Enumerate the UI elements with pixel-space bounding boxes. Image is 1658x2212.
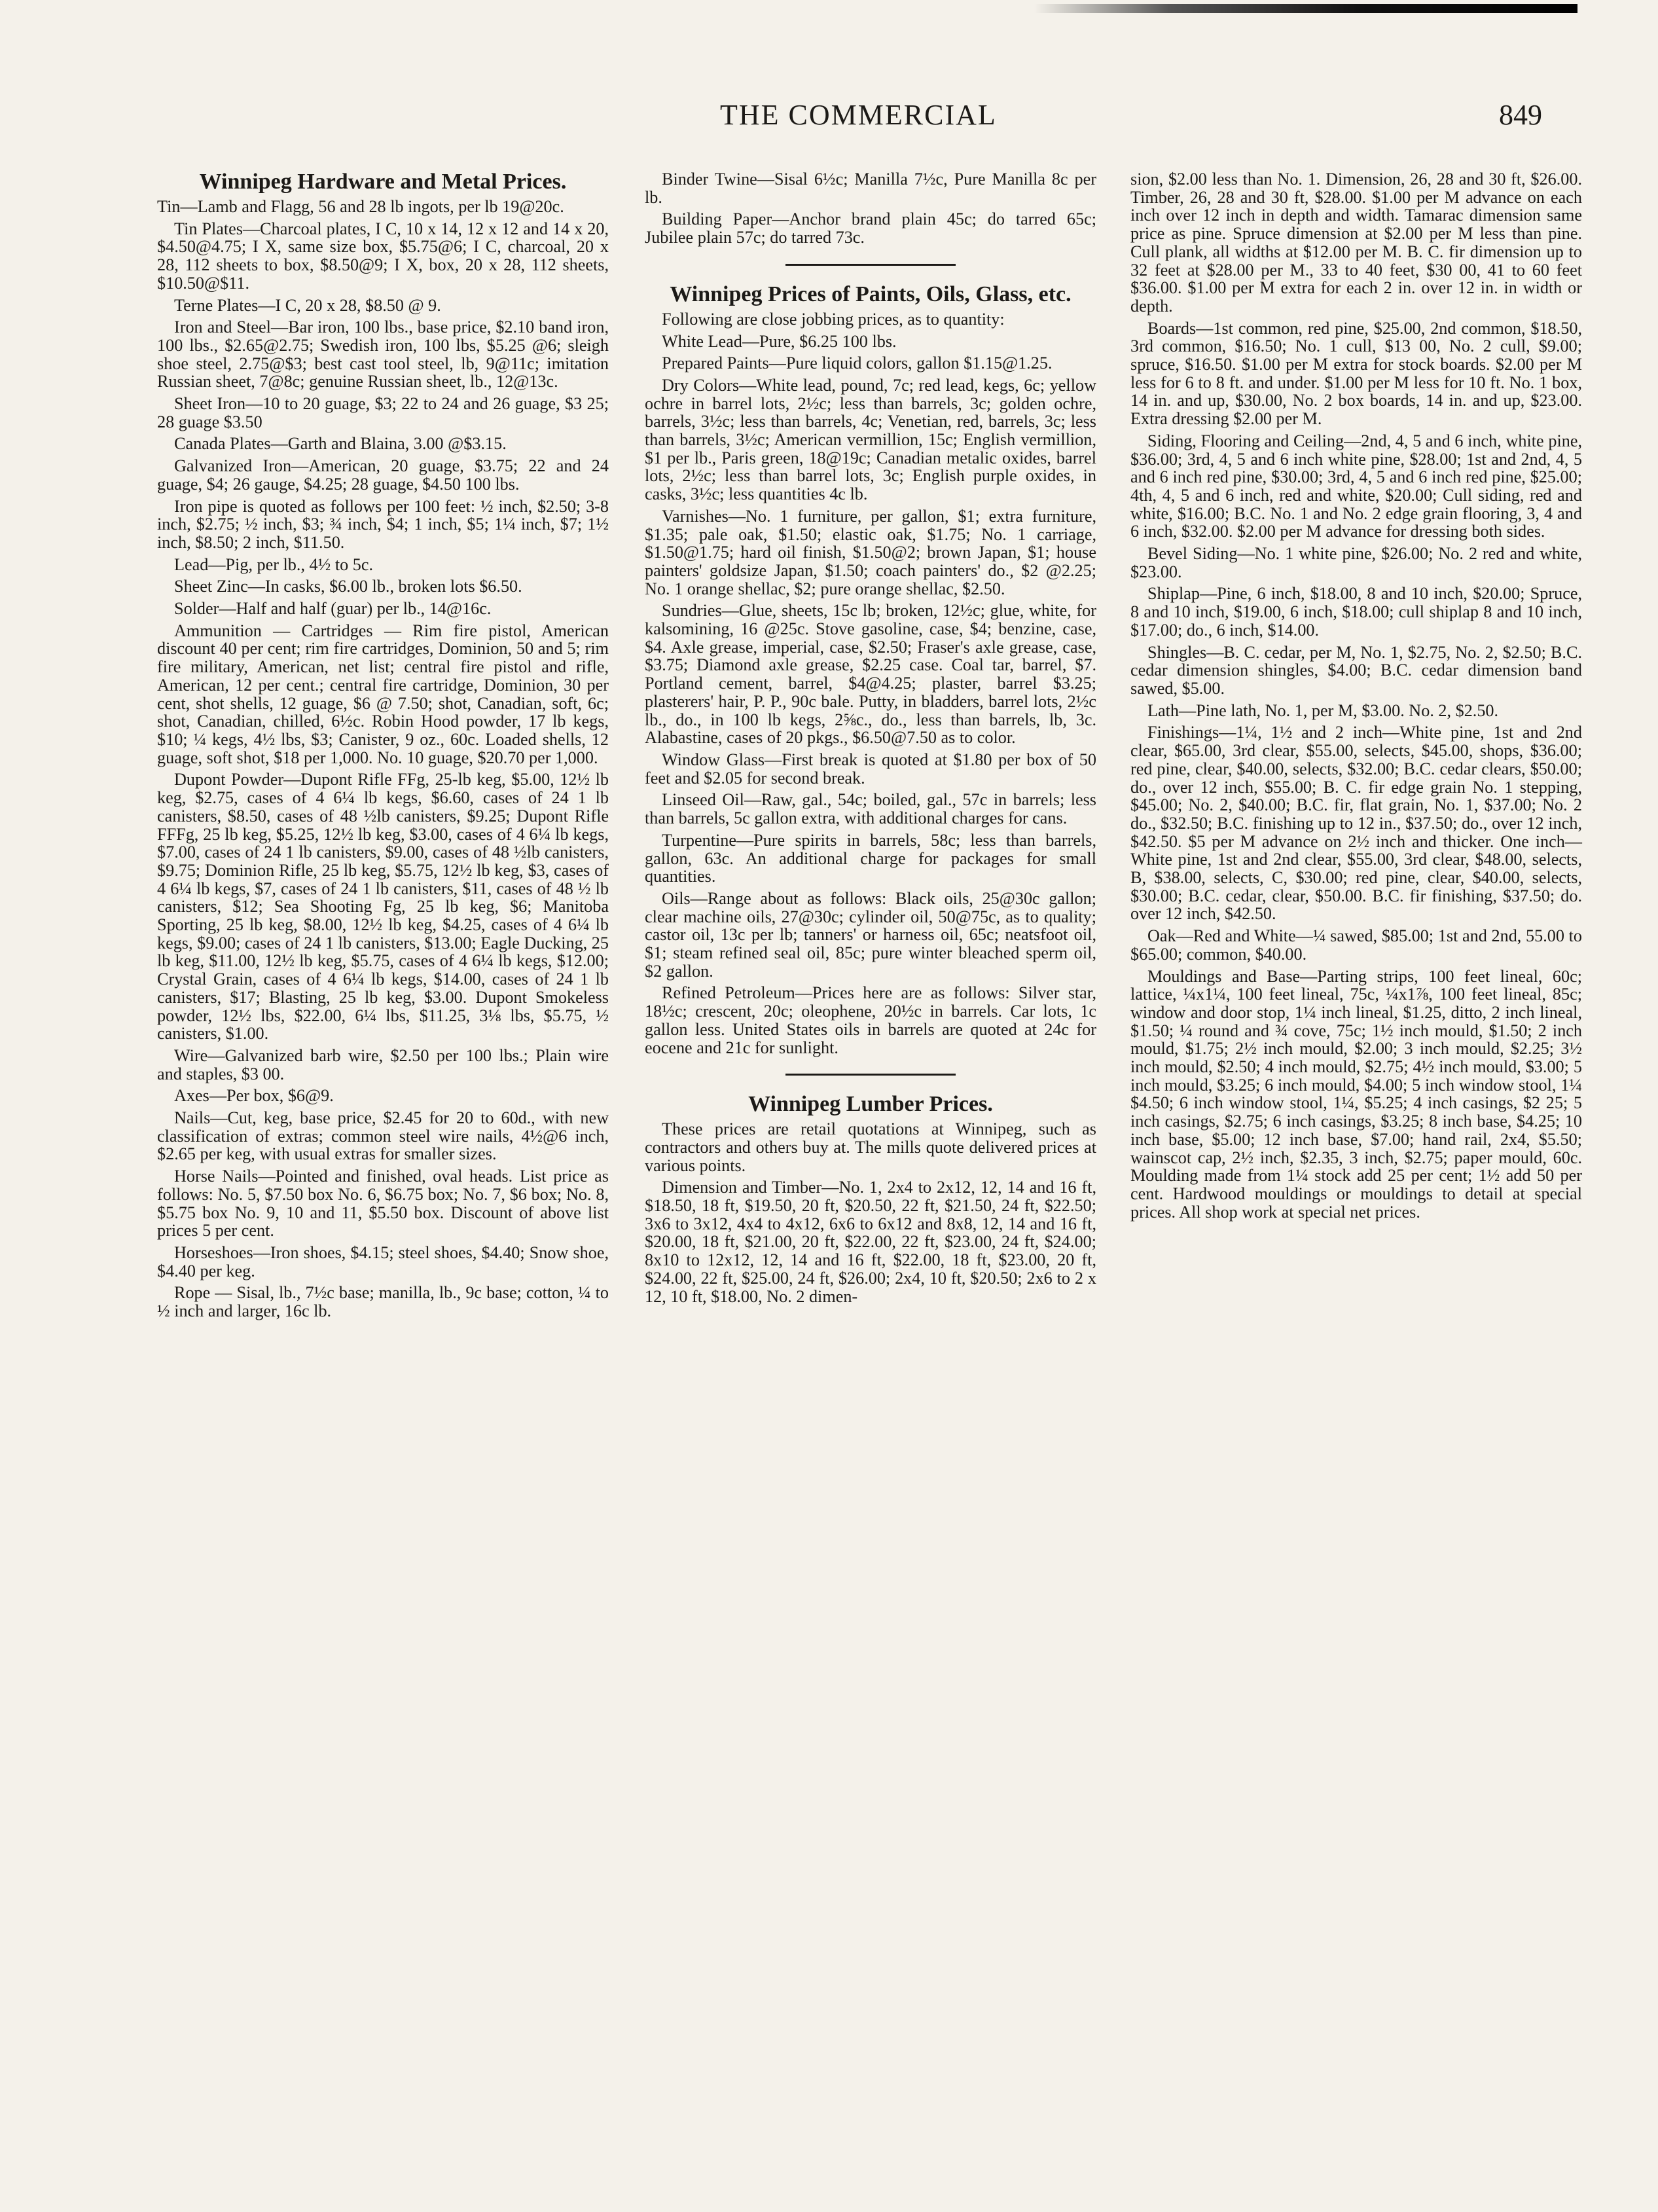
price-paragraph: Turpentine—Pure spirits in barrels, 58c; less than barrels, gallon, 63c. An additional charge for packages for small quantities. [645,830,1096,886]
publication-title: THE COMMERCIAL [720,99,997,131]
price-paragraph: Dupont Powder—Dupont Rifle FFg, 25-lb keg, $5.00, 12½ lb keg, $2.75, cases of 4 6¼ lb kegs, $6.60, cases of 24 1 lb canisters, $8.50, cases of 48 ½lb canisters, $9.25; Dupont Rifle FFFg, 25 lb keg, $5.25, 12½ lb keg, $3.00, cases of 4 6¼ lb kegs, $7.00, cases of 24 1 lb canisters, $9.00, cases of 48 ½lb canisters, $9.75; Dominion Rifle, 25 lb keg, $5.75, 12½ lb keg, $3, cases of 4 6¼ lb kegs, $7, cases of 24 1 lb canisters, $11, cases of 48 ½ lb canisters, $12; Sea Shooting Fg, 25 lb keg, $6; Manitoba Sporting, 25 lb keg, $8.00, 12½ lb keg, $4.25, cases of 4 6¼ lb kegs, $9.00; cases of 24 1 lb canisters, $13.00; Eagle Ducking, 25 lb keg, $11.00, 12½ lb keg, $5.75, cases of 4 6¼ lb kegs, $12.00; Crystal Grain, cases of 4 6¼ lb kegs, $14.00, cases of 24 1 lb canisters, $17; Blasting, 25 lb keg, $3.00. Dupont Smokeless powder, 12½ lbs, $22.00, 6¼ lbs, $11.25, 3⅛ lbs, $5.75, ½ canisters, $1.00. [157,770,609,1043]
price-paragraph: These prices are retail quotations at Winnipeg, such as contractors and others buy at. The mills quote delivered prices at various points. [645,1119,1096,1175]
price-paragraph: Rope — Sisal, lb., 7½c base; manilla, lb., 9c base; cotton, ¼ to ½ inch and larger, 16c lb. [157,1283,609,1321]
section-heading-hardware: Winnipeg Hardware and Metal Prices. [199,170,567,194]
price-paragraph: Solder—Half and half (guar) per lb., 14@16c. [174,599,492,619]
price-paragraph: Varnishes—No. 1 furniture, per gallon, $1; extra furniture, $1.35; pale oak, $1.50; elastic oak, $1.75; No. 1 carriage, $1.50@1.75; hard oil finish, $1.50@2; brown Japan, $1; house painters' goldsize Japan, $1.50; coach painters' do., $2 @2.25; No. 1 orange shellac, $2; pure orange shellac, $2.50. [645,506,1096,598]
price-paragraph: Sundries—Glue, sheets, 15c lb; broken, 12½c; glue, white, for kalsomining, 16 @25c. Stove gasoline, case, $4; benzine, case, $4. Axle grease, imperial, case, $2.50; Fraser's axle grease, case, $3.75; Diamond axle grease, $2.25 case. Coal tar, barrel, $7. Portland cement, barrel, $4@4.25; plaster, barrel $3.25; plasterers' hair, P. P., 90c bale. Putty, in bladders, barrel lots, 2½c lb., do., in 100 lb kegs, 2⅝c., do., less than barrels, lb, 3c. Alabastine, cases of 20 pkgs., $6.50@7.50 as to color. [645,601,1096,748]
top-rule [1034,4,1577,13]
price-paragraph: Bevel Siding—No. 1 white pine, $26.00; No. 2 red and white, $23.00. [1130,544,1582,581]
price-paragraph: Horseshoes—Iron shoes, $4.15; steel shoes, $4.40; Snow shoe, $4.40 per keg. [157,1242,609,1280]
price-paragraph: Canada Plates—Garth and Blaina, 3.00 @$3.15. [174,434,507,454]
price-paragraph: Finishings—1¼, 1½ and 2 inch—White pine, 1st and 2nd clear, $65.00, 3rd clear, $55.00, selects, $45.00, shops, $36.00; red pine, clear, $40.00, selects, $32.00; B.C. cedar clears, $50.00; do., over 12 inch, $55.00; B. C. fir edge grain No. 1 stepping, $45.00; No. 2, $40.00; B.C. fir, flat grain, No. 1, $37.00; No. 2 do., $32.50; B.C. finishing up to 12 in., $37.50; do., over 12 inch, $42.50. $5 per M advance on 2½ inch and thicker. One inch—White pine, 1st and 2nd clear, $55.00, 3rd clear, $48.00, selects, B, $38.00, selects, C, $30.00; red pine, clear, $40.00, selects, $30.00; B.C. cedar, clear, $50.00. B.C. fir finishing, $37.50; do. over 12 inch, $42.50. [1130,723,1582,924]
price-paragraph: Terne Plates—I C, 20 x 28, $8.50 @ 9. [174,295,441,315]
price-paragraph: Axes—Per box, $6@9. [174,1086,334,1106]
section-heading-paints: Winnipeg Prices of Paints, Oils, Glass, etc. [670,281,1072,306]
price-paragraph: Wire—Galvanized barb wire, $2.50 per 100 lbs.; Plain wire and staples, $3 00. [157,1045,609,1083]
section-separator [785,264,956,266]
price-paragraph: Dry Colors—White lead, pound, 7c; red lead, kegs, 6c; yellow ochre in barrel lots, 2½c; less than barrels, 3c; golden ochre, barrels, 3½c; less than barrels, 4c; Venetian, red, barrels, 3c; less than barrels, 3½c; American vermillion, 15c; English vermillion, $1 per lb., Paris green, 18@19c; Canadian metalic oxides, barrel lots, 2½c; less than barrel lots, 3c; English purple oxides, in casks, 3½c; less quantities 4c lb. [645,375,1096,504]
price-paragraph: Dimension and Timber—No. 1, 2x4 to 2x12, 12, 14 and 16 ft, $18.50, 18 ft, $19.50, 20 ft, $20.50, 22 ft, $21.50, 24 ft, $22.50; 3x6 to 3x12, 4x4 to 4x12, 6x6 to 6x12 and 8x8, 12, 14 and 16 ft, $20.00, 18 ft, $21.00, 20 ft, $22.00, 22 ft, $23.00, 24 ft, $24.00; 8x10 to 12x12, 12, 14 and 16 ft, $22.00, 18 ft, $23.00, 20 ft, $24.00, 22 ft, $25.00, 24 ft, $26.00; 2x4, 10 ft, $20.50; 2x6 to 2 x 12, 10 ft, $18.00, No. 2 dimen- [645,1178,1096,1306]
price-paragraph: Nails—Cut, keg, base price, $2.45 for 20 to 60d., with new classification of extras; common steel wire nails, 4½@6 inch, $2.65 per keg, with usual extras for smaller sizes. [157,1108,609,1164]
price-paragraph: Window Glass—First break is quoted at $1.80 per box of 50 feet and $2.05 for second break. [645,750,1096,788]
price-paragraph: Refined Petroleum—Prices here are as follows: Silver star, 18½c; crescent, 20c; oleophene, 20½c in barrels. Car lots, 1c gallon less. United States oils in barrels are quoted at 24c for eocene and 21c for sunlight. [645,983,1096,1057]
price-paragraph: Oak—Red and White—¼ sawed, $85.00; 1st and 2nd, 55.00 to $65.00; common, $40.00. [1130,926,1582,964]
price-paragraph: Linseed Oil—Raw, gal., 54c; boiled, gal., 57c in barrels; less than barrels, 5c gallon extra, with additional charges for cans. [645,790,1096,828]
price-paragraph: sion, $2.00 less than No. 1. Dimension, 26, 28 and 30 ft, $26.00. Timber, 26, 28 and 30 ft, $28.00. $1.00 per M advance on each inch over 12 inch in depth and width. Tamarac dimension same price as pine. Spruce dimension at $2.00 per M less than pine. Cull plank, all widths at $12.00 per M. B. C. fir dimension up to 32 feet at $28.00 per M., 33 to 40 feet, $30 00, 41 to 60 feet $36.00. $1.00 per M extra for each 2 in. over 12 in. in width or depth. [1130,170,1582,316]
price-paragraph: Iron pipe is quoted as follows per 100 feet: ½ inch, $2.50; 3-8 inch, $2.75; ½ inch, $3; ¾ inch, $4; 1 inch, $5; 1¼ inch, $7; 1½ inch, $8.50; 2 inch, $11.50. [157,496,609,552]
price-paragraph: Boards—1st common, red pine, $25.00, 2nd common, $18.50, 3rd common, $16.50; No. 1 cull, $13 00, No. 2 cull, $9.00; spruce, $16.50. $1.00 per M extra for stock boards. $2.00 per M less for 6 to 8 ft. and under. $1.00 per M less for 10 ft. No. 1 box, 14 in. and up, $30.00, No. 2 box boards, 14 in. and up, $23.00. Extra dressing $2.00 per M. [1130,318,1582,429]
price-paragraph: Tin—Lamb and Flagg, 56 and 28 lb ingots, per lb 19@20c. [157,197,564,216]
price-paragraph: Building Paper—Anchor brand plain 45c; do tarred 65c; Jubilee plain 57c; do tarred 73c. [645,209,1096,247]
page-header [0,98,1658,137]
price-paragraph: Shingles—B. C. cedar, per M, No. 1, $2.75, No. 2, $2.50; B.C. cedar dimension shingles, $4.00; B.C. cedar dimension band sawed, $5.00. [1130,642,1582,698]
price-paragraph: Lead—Pig, per lb., 4½ to 5c. [174,554,374,574]
price-paragraph: Following are close jobbing prices, as to quantity: [662,309,1005,329]
price-paragraph: Prepared Paints—Pure liquid colors, gallon $1.15@1.25. [662,354,1053,373]
price-paragraph: Oils—Range about as follows: Black oils, 25@30c gallon; clear machine oils, 27@30c; cylinder oil, 50@75c, as to quality; castor oil, 13c per lb; tanners' or harness oil, 65c; neatsfoot oil, $1; steam refined seal oil, 85c; pure winter bleached sperm oil, $2 gallon. [645,888,1096,981]
price-paragraph: Binder Twine—Sisal 6½c; Manilla 7½c, Pure Manilla 8c per lb. [645,170,1096,207]
page-number: 849 [1499,99,1542,131]
price-paragraph: Sheet Iron—10 to 20 guage, $3; 22 to 24 and 26 guage, $3 25; 28 guage $3.50 [157,394,609,431]
price-paragraph: White Lead—Pure, $6.25 100 lbs. [662,331,897,351]
price-paragraph: Sheet Zinc—In casks, $6.00 lb., broken lots $6.50. [174,577,522,596]
price-paragraph: Siding, Flooring and Ceiling—2nd, 4, 5 and 6 inch, white pine, $36.00; 3rd, 4, 5 and 6 inch white pine, $28.00; 1st and 2nd, 4, 5 and 6 inch red pine, $30.00; 3rd, 4, 5 and 6 inch red pine, $25.00; 4th, 4, 5 and 6 inch, red and white, $20.00; Cull siding, red and white, $16.00; B.C. No. 1 and No. 2 edge grain flooring, 3, 4 and 6 inch, $32.00. $2.00 per M advance for dressing both sides. [1130,431,1582,541]
price-paragraph: Tin Plates—Charcoal plates, I C, 10 x 14, 12 x 12 and 14 x 20, $4.50@4.75; I X, same size box, $5.75@6; I C, charcoal, 20 x 28, 112 sheets to box, $8.50@9; I X, box, 20 x 28, 112 sheets, $10.50@$11. [157,219,609,293]
column-lumber-continued [1130,170,1582,1225]
price-paragraph: Horse Nails—Pointed and finished, oval heads. List price as follows: No. 5, $7.50 box No. 6, $6.75 box; No. 7, $6 box; No. 8, $5.75 box No. 9, 10 and 11, $5.50 box. Discount of above list prices 5 per cent. [157,1167,609,1241]
price-paragraph: Ammunition — Cartridges — Rim fire pistol, American discount 40 per cent; rim fire cartridges, Dominion, 50 and 5; rim fire military, American, net list; central fire pistol and rifle, American, 12 per cent.; central fire cartridge, Dominion, 30 per cent, shot shells, 12 guage, $6 @ 7.50; shot, Canadian, soft, 6c; shot, Canadian, chilled, 6½c. Robin Hood powder, 17 lb kegs, $10; ¼ kegs, 4½ lbs, $3; Canister, 9 oz., 60c. Loaded shells, 12 guage, soft shot, $18 per 1,000. No. 10 guage, $20.70 per 1,000. [157,621,609,767]
price-paragraph: Shiplap—Pine, 6 inch, $18.00, 8 and 10 inch, $20.00; Spruce, 8 and 10 inch, $19.00, 6 inch, $18.00; cull shiplap 8 and 10 inch, $17.00; do., 6 inch, $14.00. [1130,584,1582,640]
section-separator [785,1074,956,1076]
price-paragraph: Mouldings and Base—Parting strips, 100 feet lineal, 60c; lattice, ¼x1¼, 100 feet lineal, 75c, ¼x1⅞, 100 feet lineal, 85c; window and door stop, 1¼ inch lineal, $1.25, ditto, 2 inch lineal, $1.50; ¼ round and ¾ cove, 75c; 1½ inch mould, $1.50; 2 inch mould, $1.75; 2½ inch mould, $2.00; 3 inch mould, $2.25; 3½ inch mould, $2.50; 4 inch mould, $2.75; 4½ inch mould, $3.00; 5 inch mould, $3.25; 6 inch mould, $4.00; 5 inch window stool, 1¼ $4.50; 6 inch window stool, 1¼, $5.25; 4 inch casings, $2 25; 5 inch casings, $2.75; 6 inch casings, $3.25; 8 inch base, $4.25; 10 inch base, $5.00; 12 inch base, $7.00; hand rail, 2x4, $5.50; wainscot cap, 2½ inch, $2.35, 3 inch, $2.75; paper mould, 60c. Moulding made from 1¼ stock add 25 per cent; 1½ add 50 per cent. Hardwood mouldings or mouldings to detail at special prices. All shop work at special net prices. [1130,966,1582,1222]
column-paints-lumber [645,170,1096,1309]
price-paragraph: Galvanized Iron—American, 20 guage, $3.75; 22 and 24 guage, $4; 26 gauge, $4.25; 28 guage, $4.50 100 lbs. [157,456,609,494]
section-heading-lumber: Winnipeg Lumber Prices. [748,1092,993,1117]
column-hardware [157,170,609,1324]
price-paragraph: Iron and Steel—Bar iron, 100 lbs., base price, $2.10 band iron, 100 lbs., $2.65@2.75; Swedish iron, 100 lbs, $5.25 @6; sleigh shoe steel, 2.75@$3; best cast tool steel, lb, 9@11c; imitation Russian sheet, 7@8c; genuine Russian sheet, lb., 12@13c. [157,317,609,391]
price-paragraph: Lath—Pine lath, No. 1, per M, $3.00. No. 2, $2.50. [1147,700,1499,720]
